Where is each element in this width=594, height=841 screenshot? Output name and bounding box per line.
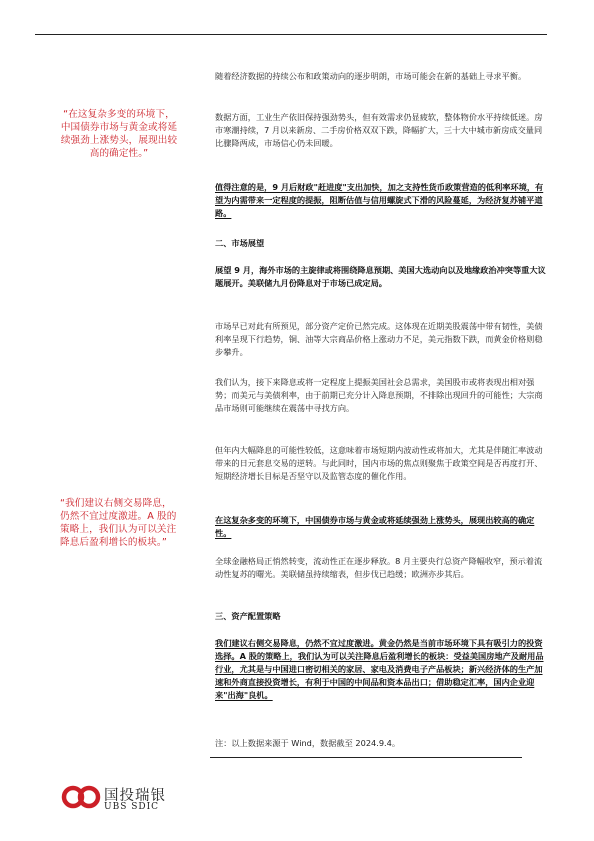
logo-text-en: UBS SDIC <box>104 802 160 812</box>
paragraph-8-highlight: 在这复杂多变的环境下，中国债券市场与黄金或将延续强劲上涨势头，展现出较高的确定性。 <box>215 515 535 538</box>
paragraph-3-highlight: 值得注意的是，9 月后财政"赶进度"支出加快，加之支持性货币政策营造的低利率环境，有望为内需带来一定程度的提振，阻断估值与信用螺旋式下滑的风险蔓延，为经济复苏铺平道路。 <box>215 182 544 218</box>
note-rule <box>210 757 522 758</box>
company-logo <box>60 784 190 818</box>
section-heading-3: 三、资产配置策略 <box>215 611 281 621</box>
paragraph-9: 全球金融格局正悄然转变，流动性正在逐步释放。8 月主要央行总资产降幅收窄，预示着流动性复苏的曙光。美联储虽持续缩表，但步伐已趋缓；欧洲亦步其后。 <box>215 556 543 579</box>
paragraph-2: 数据方面，工业生产依旧保持强劲势头，但有效需求仍显疲软，整体物价水平持续低迷。房市寒潮持续，7 月以来新房、二手房价格双双下跌，降幅扩大，三十大中城市新房成交量同比骤降两成，市场信心仍未回暖。 <box>215 112 543 148</box>
top-rule <box>35 34 547 35</box>
paragraph-5: 市场早已对此有所预见，部分资产定价已然完成。这体现在近期美股震荡中带有韧性，美债利率呈现下行趋势，铜、油等大宗商品价格上涨动力不足，美元指数下跌，而黄金价格则稳步攀升。 <box>215 321 543 357</box>
pull-quote-2: “我们建议右侧交易降息，仍然不宜过度激进。A 股的策略上，我们认为可以关注降息后盈利增长的板块。” <box>60 498 177 548</box>
logo-text-cn: 国投瑞银 <box>104 788 166 804</box>
paragraph-7: 但年内大幅降息的可能性较低，这意味着市场短期内波动性或将加大，尤其是伴随汇率波动带来的日元套息交易的逆转。与此同时，国内市场的焦点则聚焦于政策空间是否再度打开、短期经济增长目标是否坚守以及监管态度的催化作用。 <box>215 445 543 481</box>
paragraph-1: 随着经济数据的持续公布和政策动向的逐步明朗，市场可能会在新的基础上寻求平衡。 <box>215 71 527 81</box>
paragraph-4-lead: 展望 9 月，海外市场的主旋律或将围绕降息预期、美国大选动向以及地缘政治冲突等重大议题展开。美联储九月份降息对于市场已成定局。 <box>215 265 546 288</box>
paragraph-10-highlight: 我们建议右侧交易降息，仍然不宜过度激进。黄金仍然是当前市场环境下具有吸引力的投资选择。A 股的策略上，我们认为可以关注降息后盈利增长的板块：受益美国房地产及耐用品行业，尤其是与中国进口密切相关的家居、家电及消费电子产品板块；新兴经济体的生产加速和外商直接投资增长，有利于中国的中间品和资本品出口；借助稳定汇率，国内企业迎来"出海"良机。 <box>215 638 544 700</box>
ubs-sdic-logo-icon <box>60 784 102 810</box>
data-source-note: 注：以上数据来源于 Wind，数据截至 2024.9.4。 <box>215 738 401 748</box>
pull-quote-1: “在这复杂多变的环境下，中国债券市场与黄金或将延续强劲上涨势头，展现出较高的确定性。” <box>60 109 178 159</box>
section-heading-2: 二、市场展望 <box>215 238 265 248</box>
paragraph-6: 我们认为，接下来降息或将一定程度上提振美国社会总需求，美国股市或将表现出相对强势；而美元与美债利率，由于前期已充分计入降息预期，不排除出现回升的可能性；大宗商品市场则可能继续在震荡中寻找方向。 <box>215 377 543 413</box>
